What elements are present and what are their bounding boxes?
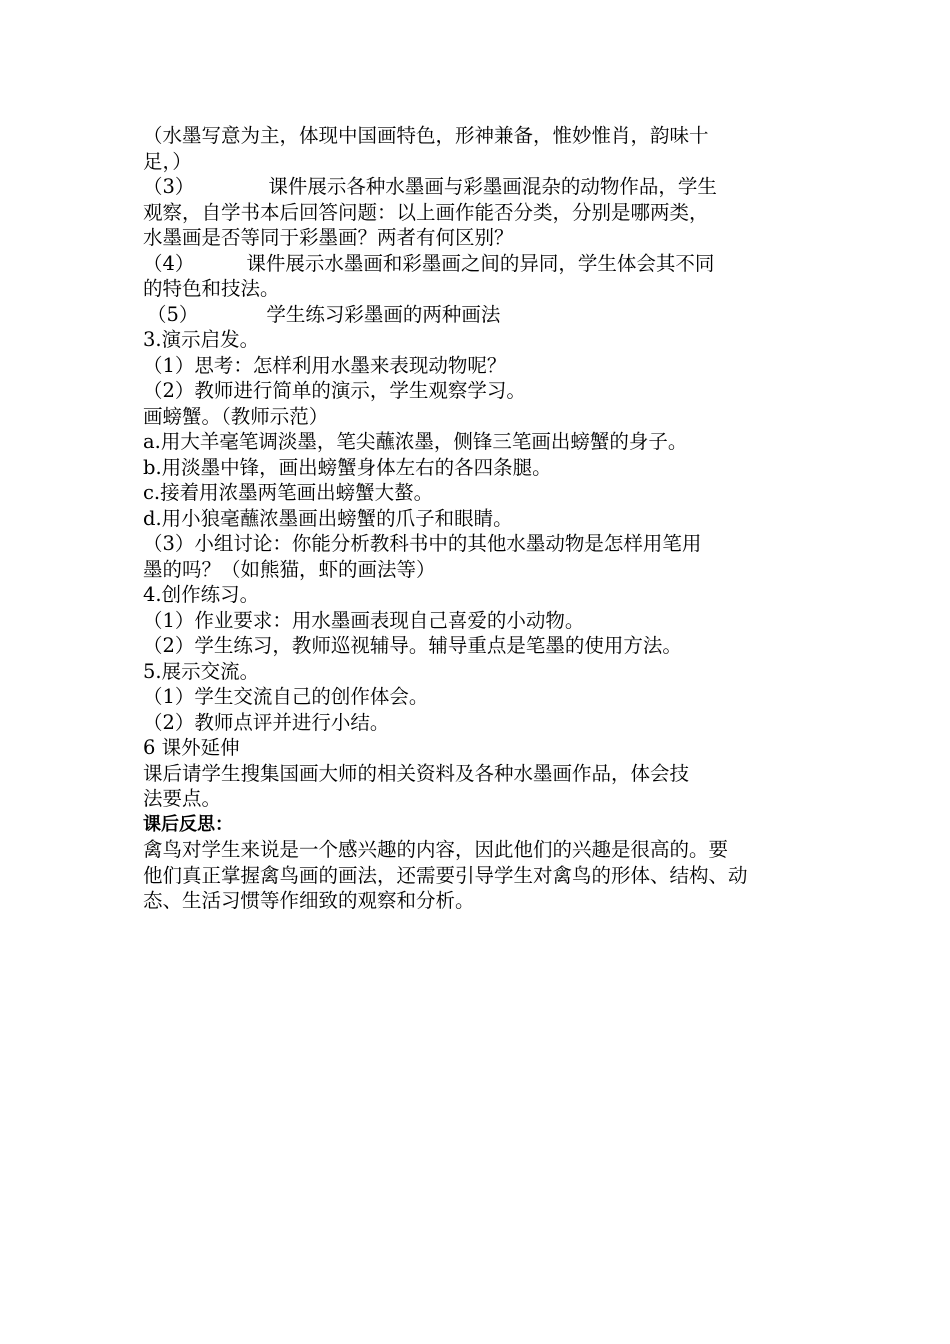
item-3-line-2: 观察，自学书本后回答问题：以上画作能否分类，分别是哪两类，: [143, 200, 709, 224]
section-5-title: 5.展示交流。: [143, 659, 260, 683]
crab-step-c: c.接着用浓墨两笔画出螃蟹大螯。: [143, 481, 434, 504]
item-4-line-1: [143, 251, 813, 277]
section-4-item-1: （1）作业要求：用水墨画表现自己喜爱的小动物。: [143, 608, 585, 632]
section-6-title: 6 课外延伸: [143, 736, 240, 759]
reflection-line-1: 禽鸟对学生来说是一个感兴趣的内容，因此他们的兴趣是很高的。要: [143, 838, 729, 861]
item-5-text: 学生练习彩墨画的两种画法: [266, 302, 501, 326]
reflection-line-2: 他们真正掌握禽鸟画的画法，还需要引导学生对禽鸟的形体、结构、动: [143, 863, 748, 887]
section-5-item-1: （1）学生交流自己的创作体会。: [143, 685, 429, 708]
reflection-line-3: 态、生活习惯等作细致的观察和分析。: [143, 889, 475, 912]
document-body: [143, 123, 813, 914]
section-3-item-3-line-2: 墨的吗？（如熊猫，虾的画法等）: [143, 557, 436, 581]
item-3-line-1: [143, 174, 813, 200]
item-4-text: 课件展示水墨画和彩墨画之间的异同，学生体会其不同: [246, 251, 715, 275]
section-5-item-2: （2）教师点评并进行小结。: [143, 710, 390, 734]
crab-step-d: d.用小狼毫蘸浓墨画出螃蟹的爪子和眼睛。: [143, 506, 513, 530]
section-3-item-1: （1）思考：怎样利用水墨来表现动物呢？: [143, 353, 507, 377]
crab-title: 画螃蟹。（教师示范）: [143, 404, 329, 428]
item-5-number: （5）: [147, 302, 199, 326]
item-5-line: [143, 302, 813, 328]
section-3-title: 3.演示启发。: [143, 328, 260, 351]
section-4-title: 4.创作练习。: [143, 583, 260, 606]
intro-line-1: （水墨写意为主，体现中国画特色，形神兼备，惟妙惟肖，韵味十: [143, 124, 709, 147]
section-6-line-1: 课后请学生搜集国画大师的相关资料及各种水墨画作品，体会技: [143, 761, 690, 785]
crab-step-a: a.用大羊毫笔调淡墨，笔尖蘸浓墨，侧锋三笔画出螃蟹的身子。: [143, 430, 688, 453]
item-3-text: 课件展示各种水墨画与彩墨画混杂的动物作品，学生: [268, 175, 717, 198]
item-3-line-3: 水墨画是否等同于彩墨画？两者有何区别？: [143, 226, 514, 249]
reflection-title: 课后反思：: [143, 813, 233, 835]
section-6-line-2: 法要点。: [143, 787, 222, 810]
crab-step-b: b.用淡墨中锋，画出螃蟹身体左右的各四条腿。: [143, 455, 552, 479]
intro-line-2: 足，）: [143, 149, 192, 173]
item-4-line-2: 的特色和技法。: [143, 277, 280, 300]
section-3-item-3-line-1: （3）小组讨论：你能分析教科书中的其他水墨动物是怎样用笔用: [143, 532, 702, 555]
item-3-number: （3）: [143, 175, 195, 198]
item-4-number: （4）: [143, 251, 195, 275]
section-4-item-2: （2）学生练习，教师巡视辅导。辅导重点是笔墨的使用方法。: [143, 634, 682, 657]
section-3-item-2: （2）教师进行简单的演示，学生观察学习。: [143, 379, 526, 402]
